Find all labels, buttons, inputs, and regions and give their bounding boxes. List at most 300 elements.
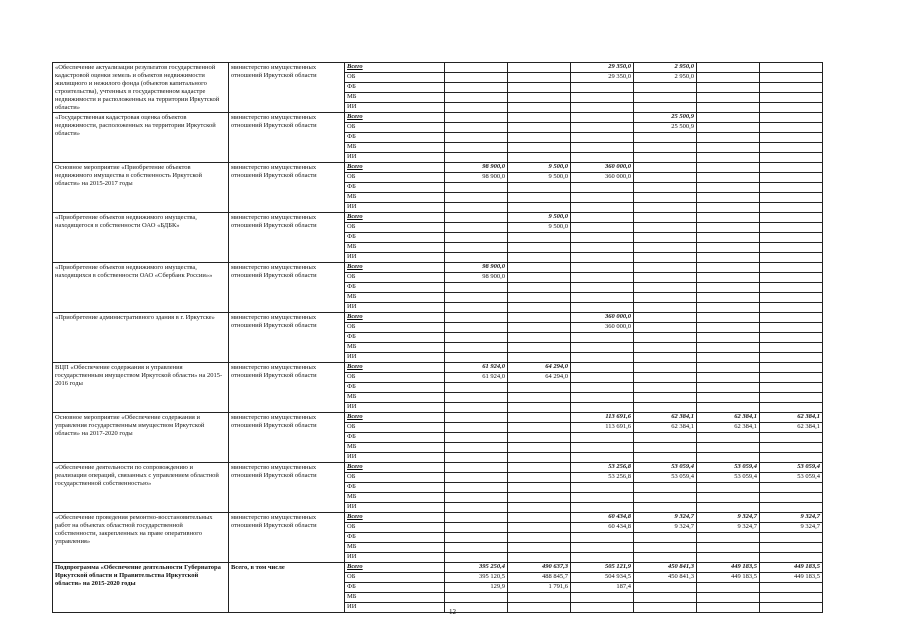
- amount-cell: 360 000,0: [571, 313, 634, 323]
- amount-cell: [508, 293, 571, 303]
- amount-cell: [571, 233, 634, 243]
- amount-cell: [508, 283, 571, 293]
- amount-cell: 450 841,3: [634, 573, 697, 583]
- amount-cell: [634, 83, 697, 93]
- amount-cell: [760, 63, 823, 73]
- amount-cell: 490 637,3: [508, 563, 571, 573]
- funding-source-cell: ИИ: [345, 603, 445, 613]
- amount-cell: [445, 463, 508, 473]
- amount-cell: [697, 383, 760, 393]
- amount-cell: 9 324,7: [634, 523, 697, 533]
- amount-cell: [634, 313, 697, 323]
- amount-cell: [760, 273, 823, 283]
- amount-cell: [697, 393, 760, 403]
- amount-cell: [634, 263, 697, 273]
- amount-cell: 449 183,5: [760, 573, 823, 583]
- amount-cell: 505 121,9: [571, 563, 634, 573]
- amount-cell: [445, 293, 508, 303]
- amount-cell: [508, 473, 571, 483]
- amount-cell: [697, 543, 760, 553]
- amount-cell: [760, 193, 823, 203]
- amount-cell: [508, 113, 571, 123]
- amount-cell: [634, 153, 697, 163]
- amount-cell: [697, 493, 760, 503]
- amount-cell: [571, 483, 634, 493]
- amount-cell: [760, 233, 823, 243]
- amount-cell: [571, 593, 634, 603]
- funding-source-cell: ИИ: [345, 103, 445, 113]
- amount-cell: [508, 503, 571, 513]
- amount-cell: [571, 93, 634, 103]
- amount-cell: [571, 213, 634, 223]
- amount-cell: [508, 413, 571, 423]
- amount-cell: [571, 303, 634, 313]
- amount-cell: [634, 593, 697, 603]
- funding-source-cell: МБ: [345, 393, 445, 403]
- table-row: [53, 263, 823, 273]
- amount-cell: 53 059,4: [760, 473, 823, 483]
- amount-cell: [571, 293, 634, 303]
- amount-cell: [571, 533, 634, 543]
- amount-cell: [760, 503, 823, 513]
- amount-cell: [697, 323, 760, 333]
- amount-cell: [697, 63, 760, 73]
- amount-cell: [508, 273, 571, 283]
- amount-cell: 60 434,8: [571, 513, 634, 523]
- amount-cell: 98 900,0: [445, 163, 508, 173]
- amount-cell: [760, 283, 823, 293]
- amount-cell: [697, 303, 760, 313]
- amount-cell: [760, 253, 823, 263]
- table-row: [53, 213, 823, 223]
- amount-cell: 9 324,7: [760, 523, 823, 533]
- amount-cell: [697, 363, 760, 373]
- amount-cell: [634, 383, 697, 393]
- amount-cell: [634, 483, 697, 493]
- amount-cell: [697, 593, 760, 603]
- amount-cell: 449 183,5: [697, 573, 760, 583]
- amount-cell: [571, 263, 634, 273]
- funding-source-cell: ФБ: [345, 283, 445, 293]
- amount-cell: [634, 193, 697, 203]
- amount-cell: 113 691,6: [571, 413, 634, 423]
- amount-cell: [445, 73, 508, 83]
- executor-cell: министерство имущественных отношений Иркутской области: [229, 463, 345, 513]
- funding-source-cell: Всего: [345, 63, 445, 73]
- amount-cell: [508, 533, 571, 543]
- amount-cell: [508, 593, 571, 603]
- amount-cell: [445, 313, 508, 323]
- amount-cell: [634, 183, 697, 193]
- amount-cell: 9 324,7: [760, 513, 823, 523]
- amount-cell: [571, 503, 634, 513]
- amount-cell: [697, 583, 760, 593]
- amount-cell: 360 000,0: [571, 323, 634, 333]
- amount-cell: [697, 93, 760, 103]
- amount-cell: [508, 303, 571, 313]
- amount-cell: [508, 203, 571, 213]
- amount-cell: [760, 583, 823, 593]
- funding-source-cell: Всего: [345, 563, 445, 573]
- amount-cell: 395 250,4: [445, 563, 508, 573]
- amount-cell: [445, 593, 508, 603]
- funding-source-cell: МБ: [345, 543, 445, 553]
- table-row: [53, 313, 823, 323]
- amount-cell: 62 384,1: [634, 423, 697, 433]
- amount-cell: [445, 283, 508, 293]
- amount-cell: [571, 443, 634, 453]
- program-name-cell: Подпрограмма «Обеспечение деятельности Губернатора Иркутской области и Правительства Иркутской области» на 2015-2020 годы: [53, 563, 229, 613]
- amount-cell: [571, 133, 634, 143]
- amount-cell: [760, 173, 823, 183]
- amount-cell: 53 059,4: [697, 463, 760, 473]
- funding-source-cell: Всего: [345, 263, 445, 273]
- amount-cell: [445, 143, 508, 153]
- amount-cell: [508, 93, 571, 103]
- amount-cell: [571, 433, 634, 443]
- program-name-cell: ВЦП «Обеспечение содержания и управления государственным имуществом Иркутской области» на 2015-2016 годы: [53, 363, 229, 413]
- amount-cell: [697, 173, 760, 183]
- program-name-cell: «Обеспечение актуализации результатов государственной кадастровой оценки земель и объектов недвижимости жилищного и нежилого фонда (объектов капитального строительства), учтенных в государственном кадастре недвижимости и расположенных на территории Иркутской области»: [53, 63, 229, 113]
- amount-cell: [508, 333, 571, 343]
- funding-source-cell: ОБ: [345, 573, 445, 583]
- funding-source-cell: Всего: [345, 413, 445, 423]
- amount-cell: 29 350,0: [571, 63, 634, 73]
- amount-cell: 53 059,4: [634, 463, 697, 473]
- amount-cell: 450 841,3: [634, 563, 697, 573]
- amount-cell: 187,4: [571, 583, 634, 593]
- funding-source-cell: Всего: [345, 463, 445, 473]
- funding-source-cell: Всего: [345, 363, 445, 373]
- amount-cell: [634, 163, 697, 173]
- amount-cell: [760, 493, 823, 503]
- amount-cell: 62 384,1: [697, 423, 760, 433]
- table-body: [53, 63, 823, 613]
- executor-cell: министерство имущественных отношений Иркутской области: [229, 113, 345, 163]
- amount-cell: [445, 353, 508, 363]
- amount-cell: 98 900,0: [445, 263, 508, 273]
- amount-cell: [634, 393, 697, 403]
- funding-source-cell: МБ: [345, 93, 445, 103]
- amount-cell: [445, 333, 508, 343]
- amount-cell: [571, 83, 634, 93]
- amount-cell: [760, 113, 823, 123]
- amount-cell: [508, 553, 571, 563]
- amount-cell: [508, 153, 571, 163]
- amount-cell: [760, 293, 823, 303]
- funding-source-cell: МБ: [345, 243, 445, 253]
- amount-cell: [760, 593, 823, 603]
- amount-cell: [445, 103, 508, 113]
- amount-cell: [697, 253, 760, 263]
- amount-cell: [634, 143, 697, 153]
- amount-cell: [571, 253, 634, 263]
- amount-cell: [571, 153, 634, 163]
- amount-cell: 449 183,5: [760, 563, 823, 573]
- funding-source-cell: ОБ: [345, 223, 445, 233]
- amount-cell: [571, 223, 634, 233]
- amount-cell: [508, 423, 571, 433]
- amount-cell: 53 059,4: [760, 463, 823, 473]
- amount-cell: [760, 353, 823, 363]
- amount-cell: [697, 133, 760, 143]
- amount-cell: 9 324,7: [697, 513, 760, 523]
- funding-source-cell: Всего: [345, 213, 445, 223]
- amount-cell: [508, 403, 571, 413]
- amount-cell: [760, 393, 823, 403]
- funding-source-cell: МБ: [345, 493, 445, 503]
- amount-cell: [445, 473, 508, 483]
- amount-cell: [445, 443, 508, 453]
- amount-cell: [760, 203, 823, 213]
- amount-cell: [445, 393, 508, 403]
- amount-cell: [697, 333, 760, 343]
- amount-cell: 29 350,0: [571, 73, 634, 83]
- amount-cell: [508, 63, 571, 73]
- amount-cell: [445, 483, 508, 493]
- funding-source-cell: ОБ: [345, 173, 445, 183]
- amount-cell: [445, 203, 508, 213]
- amount-cell: [634, 273, 697, 283]
- amount-cell: [508, 253, 571, 263]
- amount-cell: [760, 543, 823, 553]
- page-number: 12: [449, 608, 456, 616]
- amount-cell: [508, 313, 571, 323]
- amount-cell: [508, 523, 571, 533]
- amount-cell: [760, 313, 823, 323]
- amount-cell: [634, 283, 697, 293]
- amount-cell: [571, 453, 634, 463]
- amount-cell: [445, 83, 508, 93]
- amount-cell: [445, 523, 508, 533]
- amount-cell: [508, 383, 571, 393]
- amount-cell: [760, 323, 823, 333]
- funding-source-cell: ОБ: [345, 473, 445, 483]
- amount-cell: [634, 293, 697, 303]
- funding-source-cell: ИИ: [345, 553, 445, 563]
- amount-cell: 2 950,0: [634, 63, 697, 73]
- amount-cell: [634, 173, 697, 183]
- amount-cell: [508, 73, 571, 83]
- amount-cell: [697, 183, 760, 193]
- amount-cell: [445, 233, 508, 243]
- funding-source-cell: МБ: [345, 293, 445, 303]
- executor-cell: Всего, в том числе: [229, 563, 345, 613]
- amount-cell: [445, 543, 508, 553]
- funding-source-cell: ИИ: [345, 253, 445, 263]
- funding-source-cell: ФБ: [345, 383, 445, 393]
- amount-cell: [697, 213, 760, 223]
- program-name-cell: «Приобретение объектов недвижимого имущества, находящегося в собственности ОАО «БДБК»: [53, 213, 229, 263]
- amount-cell: [571, 203, 634, 213]
- amount-cell: [508, 393, 571, 403]
- amount-cell: 64 294,0: [508, 363, 571, 373]
- amount-cell: 395 120,5: [445, 573, 508, 583]
- amount-cell: [634, 333, 697, 343]
- amount-cell: [508, 123, 571, 133]
- amount-cell: 449 183,5: [697, 563, 760, 573]
- amount-cell: [508, 233, 571, 243]
- program-name-cell: «Обеспечение проведения ремонтно-восстановительных работ на объектах областной государственной собственности, закрепленных на праве оперативного управления»: [53, 513, 229, 563]
- amount-cell: [445, 453, 508, 463]
- amount-cell: [634, 343, 697, 353]
- amount-cell: [634, 353, 697, 363]
- amount-cell: [634, 243, 697, 253]
- amount-cell: [445, 553, 508, 563]
- executor-cell: министерство имущественных отношений Иркутской области: [229, 513, 345, 563]
- funding-source-cell: ФБ: [345, 133, 445, 143]
- funding-source-cell: Всего: [345, 113, 445, 123]
- executor-cell: министерство имущественных отношений Иркутской области: [229, 313, 345, 363]
- amount-cell: [697, 113, 760, 123]
- amount-cell: 113 691,6: [571, 423, 634, 433]
- amount-cell: [571, 283, 634, 293]
- funding-source-cell: Всего: [345, 163, 445, 173]
- amount-cell: [697, 483, 760, 493]
- amount-cell: [760, 343, 823, 353]
- amount-cell: [697, 453, 760, 463]
- amount-cell: [571, 393, 634, 403]
- amount-cell: [697, 353, 760, 363]
- amount-cell: [634, 533, 697, 543]
- amount-cell: [445, 323, 508, 333]
- amount-cell: [697, 293, 760, 303]
- amount-cell: [445, 193, 508, 203]
- funding-source-cell: ИИ: [345, 203, 445, 213]
- amount-cell: [697, 243, 760, 253]
- amount-cell: [445, 423, 508, 433]
- budget-table: [52, 62, 823, 613]
- program-name-cell: «Приобретение объектов недвижимого имущества, находящихся в собственности ОАО «Сбербанк России»»: [53, 263, 229, 313]
- amount-cell: [760, 103, 823, 113]
- amount-cell: [697, 193, 760, 203]
- amount-cell: 504 934,5: [571, 573, 634, 583]
- amount-cell: [760, 183, 823, 193]
- amount-cell: [634, 93, 697, 103]
- amount-cell: [697, 313, 760, 323]
- funding-source-cell: МБ: [345, 593, 445, 603]
- amount-cell: [508, 323, 571, 333]
- amount-cell: [760, 93, 823, 103]
- amount-cell: [697, 533, 760, 543]
- amount-cell: [697, 233, 760, 243]
- amount-cell: [697, 203, 760, 213]
- amount-cell: [445, 383, 508, 393]
- executor-cell: министерство имущественных отношений Иркутской области: [229, 363, 345, 413]
- amount-cell: [760, 243, 823, 253]
- amount-cell: [760, 373, 823, 383]
- amount-cell: 62 384,1: [634, 413, 697, 423]
- amount-cell: [445, 253, 508, 263]
- amount-cell: [508, 103, 571, 113]
- amount-cell: [697, 103, 760, 113]
- amount-cell: [634, 233, 697, 243]
- amount-cell: [508, 83, 571, 93]
- table-row: [53, 363, 823, 373]
- amount-cell: 129,9: [445, 583, 508, 593]
- amount-cell: 360 000,0: [571, 173, 634, 183]
- amount-cell: [508, 543, 571, 553]
- amount-cell: [634, 213, 697, 223]
- amount-cell: [634, 373, 697, 383]
- amount-cell: [760, 303, 823, 313]
- funding-source-cell: МБ: [345, 443, 445, 453]
- amount-cell: [445, 533, 508, 543]
- amount-cell: 98 900,0: [445, 173, 508, 183]
- executor-cell: министерство имущественных отношений Иркутской области: [229, 63, 345, 113]
- amount-cell: [445, 513, 508, 523]
- amount-cell: [571, 343, 634, 353]
- table-row: [53, 513, 823, 523]
- amount-cell: [634, 553, 697, 563]
- amount-cell: 62 384,1: [760, 423, 823, 433]
- funding-source-cell: ОБ: [345, 323, 445, 333]
- amount-cell: [571, 143, 634, 153]
- funding-source-cell: ОБ: [345, 523, 445, 533]
- amount-cell: [508, 243, 571, 253]
- amount-cell: 9 500,0: [508, 173, 571, 183]
- amount-cell: [697, 123, 760, 133]
- amount-cell: [634, 203, 697, 213]
- program-name-cell: Основное мероприятие «Приобретение объектов недвижимого имущества в собственность Иркутской области» на 2015-2017 годы: [53, 163, 229, 213]
- amount-cell: [445, 113, 508, 123]
- amount-cell: [697, 153, 760, 163]
- funding-source-cell: ИИ: [345, 303, 445, 313]
- amount-cell: 9 500,0: [508, 163, 571, 173]
- amount-cell: [571, 403, 634, 413]
- amount-cell: [634, 363, 697, 373]
- funding-source-cell: ФБ: [345, 183, 445, 193]
- executor-cell: министерство имущественных отношений Иркутской области: [229, 413, 345, 463]
- amount-cell: 53 059,4: [634, 473, 697, 483]
- table-row: [53, 113, 823, 123]
- amount-cell: [634, 493, 697, 503]
- amount-cell: [508, 443, 571, 453]
- funding-source-cell: ФБ: [345, 233, 445, 243]
- amount-cell: [445, 123, 508, 133]
- amount-cell: [760, 403, 823, 413]
- amount-cell: [697, 503, 760, 513]
- funding-source-cell: ФБ: [345, 533, 445, 543]
- amount-cell: [571, 243, 634, 253]
- amount-cell: [508, 343, 571, 353]
- amount-cell: [760, 263, 823, 273]
- amount-cell: [634, 453, 697, 463]
- amount-cell: [445, 223, 508, 233]
- amount-cell: [571, 183, 634, 193]
- amount-cell: [445, 93, 508, 103]
- amount-cell: [571, 333, 634, 343]
- amount-cell: [760, 163, 823, 173]
- amount-cell: [571, 273, 634, 283]
- amount-cell: [445, 213, 508, 223]
- amount-cell: 61 924,0: [445, 363, 508, 373]
- executor-cell: министерство имущественных отношений Иркутской области: [229, 263, 345, 313]
- program-name-cell: Основное мероприятие «Обеспечение содержания и управления государственным имуществом Иркутской области» на 2017-2020 годы: [53, 413, 229, 463]
- amount-cell: 360 000,0: [571, 163, 634, 173]
- table-row: [53, 563, 823, 573]
- amount-cell: [571, 493, 634, 503]
- amount-cell: [445, 493, 508, 503]
- amount-cell: [634, 133, 697, 143]
- amount-cell: [634, 543, 697, 553]
- amount-cell: [634, 583, 697, 593]
- amount-cell: [760, 363, 823, 373]
- amount-cell: [760, 223, 823, 233]
- amount-cell: [697, 263, 760, 273]
- amount-cell: [697, 273, 760, 283]
- funding-source-cell: ОБ: [345, 73, 445, 83]
